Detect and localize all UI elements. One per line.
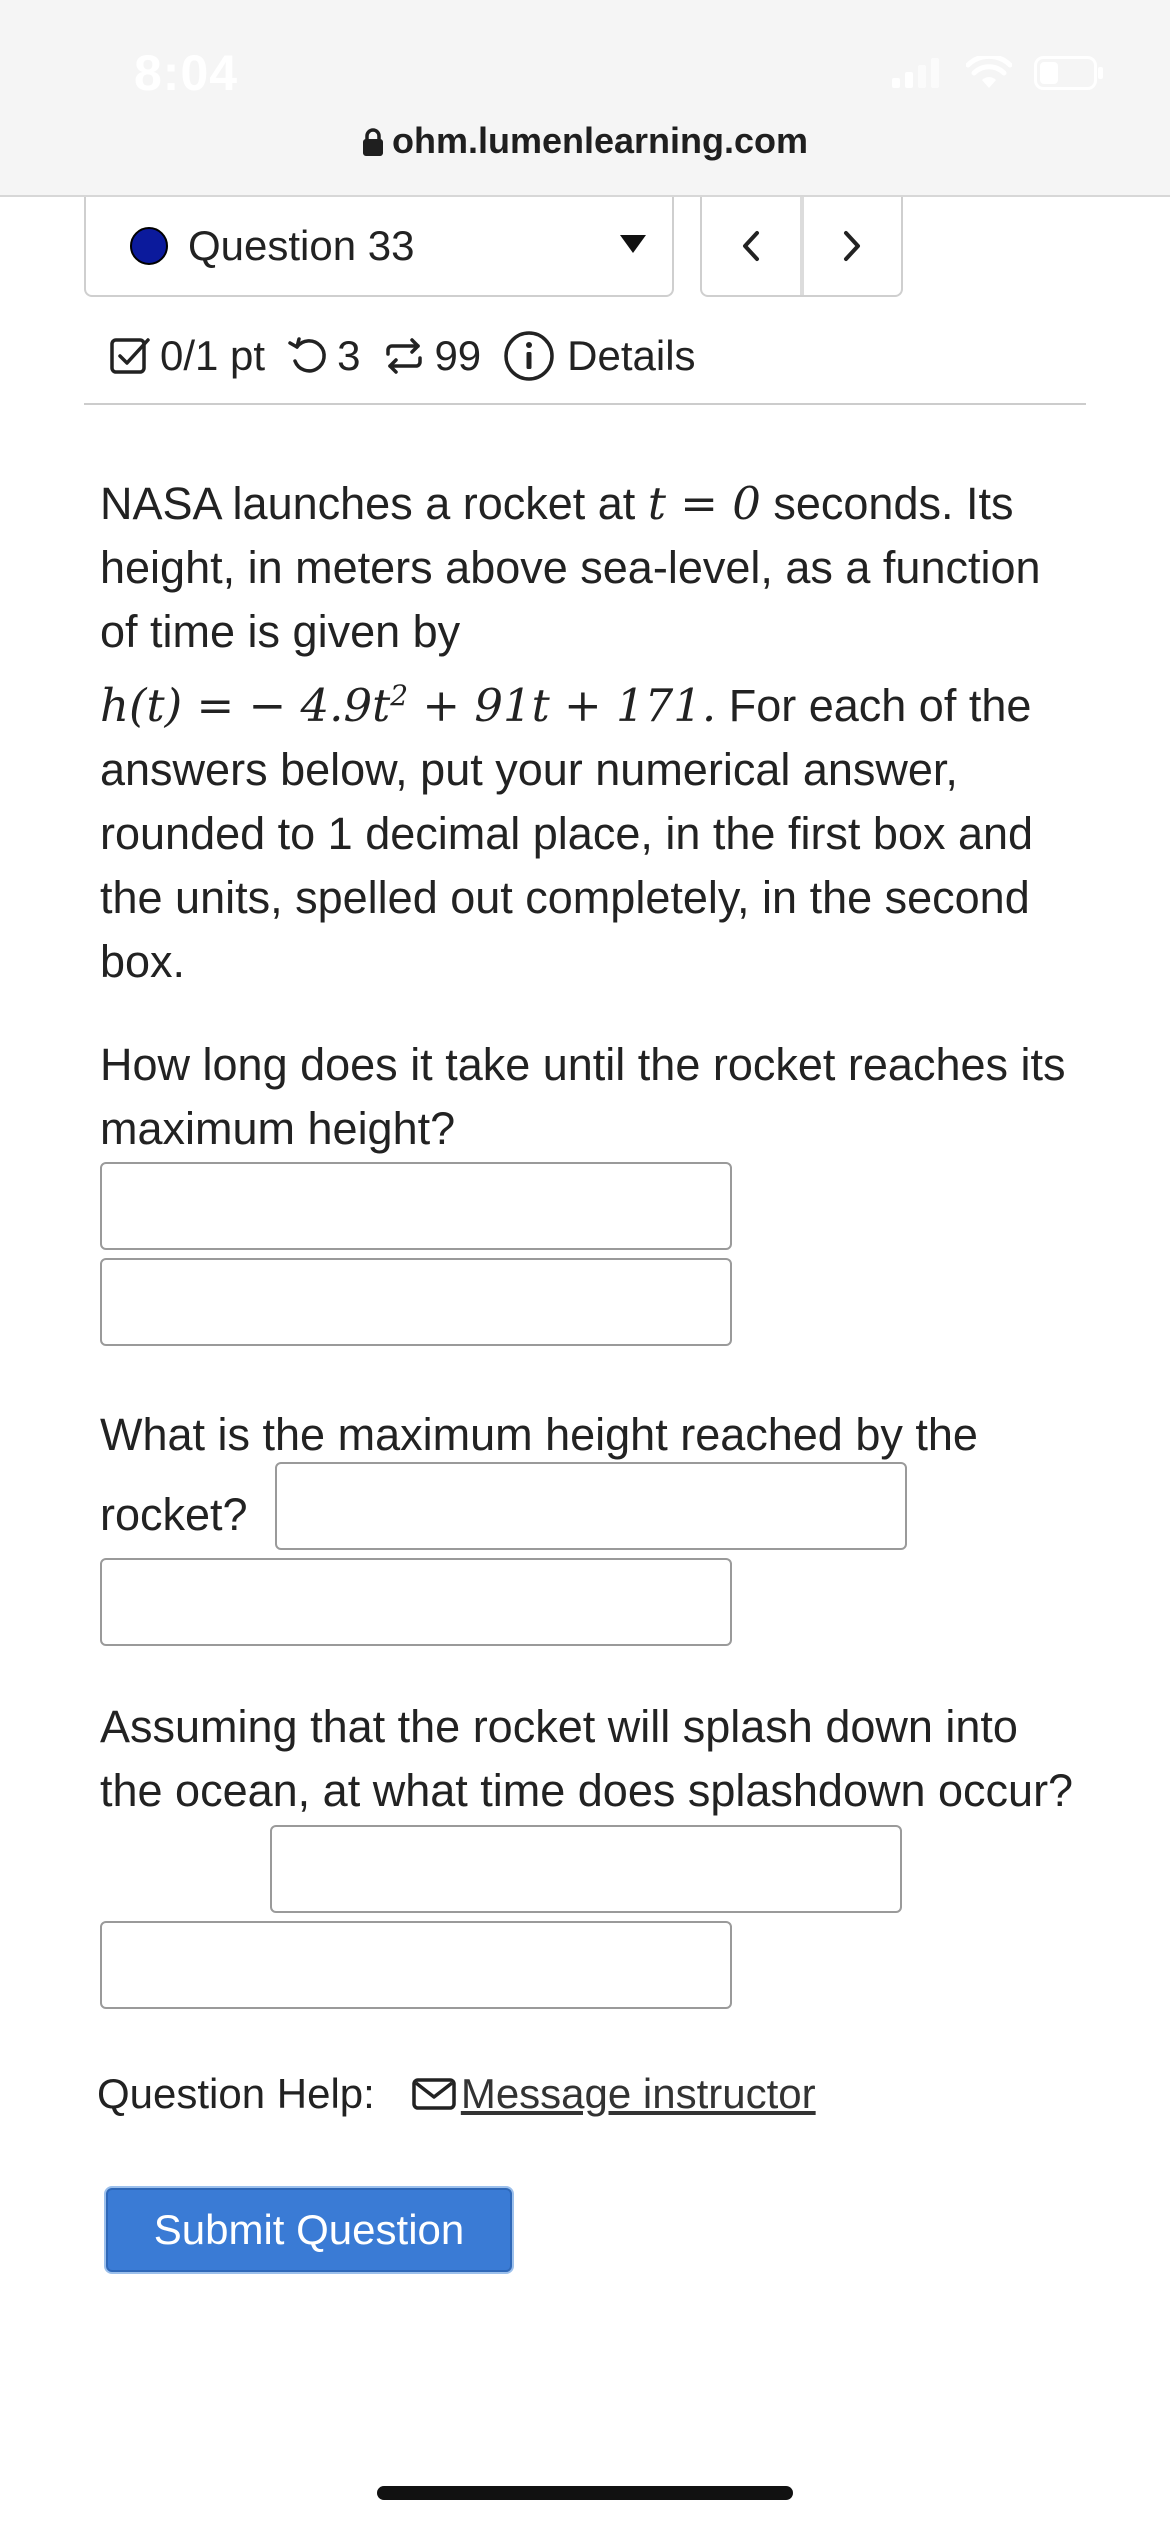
problem-text-2: seconds. Its height, in meters above sea-level, as a function of time is given by	[100, 478, 1041, 657]
math-zero: 0	[732, 477, 761, 530]
math-var-t-2: t	[372, 679, 391, 732]
attempts-item	[382, 332, 481, 380]
math-equals-2: =	[182, 679, 249, 732]
retries-item	[287, 332, 360, 380]
browser-chrome	[0, 0, 1170, 197]
math-var-t-3: t	[531, 679, 550, 732]
part-3-question: Assuming that the rocket will splash down into the ocean, at what time does splashdown occur?	[100, 1701, 1074, 1816]
part-1-question: How long does it take until the rocket reaches its maximum height?	[100, 1039, 1066, 1154]
checkbox-icon	[108, 334, 152, 378]
part-3-units-input[interactable]	[100, 1921, 732, 2009]
mail-icon	[411, 2076, 457, 2112]
retry-icon	[287, 335, 329, 377]
question-meta	[108, 328, 718, 384]
next-question-button[interactable]	[800, 197, 902, 295]
details-button[interactable]	[503, 328, 695, 384]
points-text: 0/1 pt	[160, 332, 266, 379]
problem-text-3: For each of the answers below, put your numerical answer, rounded to 1 decimal place, in the first box and the units, spelled out completely, in the second box.	[100, 680, 1034, 987]
submit-question-button[interactable]: Submit Question	[106, 2188, 512, 2272]
part-2-units-input[interactable]	[100, 1558, 732, 1646]
part-1-value-input[interactable]	[100, 1162, 732, 1250]
chevron-left-icon	[739, 229, 763, 263]
math-coef-a: − 4.9	[248, 679, 373, 732]
cellular-signal-icon	[892, 58, 944, 88]
status-icons	[892, 56, 1104, 90]
part-3-value-input[interactable]	[270, 1825, 902, 1913]
part-2-question: What is the maximum height reached by the rocket?	[100, 1409, 978, 1540]
question-label: Question 33	[188, 222, 415, 269]
previous-question-button[interactable]	[702, 197, 800, 295]
math-h-of-t: h(t)	[100, 679, 183, 732]
divider	[84, 403, 1086, 405]
attempts-text: 99	[434, 332, 482, 379]
chevron-right-icon	[840, 229, 864, 263]
retries-text: 3	[337, 332, 361, 379]
caret-down-icon	[620, 235, 646, 253]
math-coef-b: + 91	[408, 679, 532, 732]
question-select[interactable]	[84, 197, 674, 297]
status-time: 8:04	[134, 45, 239, 101]
part-2-value-input[interactable]	[275, 1462, 907, 1550]
details-text: Details	[567, 332, 696, 379]
math-var-t: t	[647, 477, 666, 530]
question-status-dot	[130, 227, 168, 265]
problem-text-1: NASA launches a rocket at	[100, 478, 648, 529]
info-icon	[503, 328, 559, 384]
points-item	[108, 332, 265, 380]
problem-statement	[100, 472, 1080, 994]
math-exponent: 2	[390, 679, 409, 712]
battery-icon	[1034, 56, 1104, 90]
lock-icon	[362, 127, 384, 157]
math-equals: =	[665, 477, 733, 530]
url-text: ohm.lumenlearning.com	[391, 120, 809, 161]
home-indicator[interactable]	[377, 2486, 793, 2500]
part-1-units-input[interactable]	[100, 1258, 732, 1346]
question-arrows	[700, 197, 903, 297]
message-instructor-text: Message instructor	[460, 2070, 816, 2117]
math-const-c: + 171.	[549, 679, 717, 732]
question-help	[97, 2070, 816, 2118]
url-bar[interactable]	[0, 120, 1170, 162]
repeat-icon	[382, 336, 426, 376]
wifi-icon	[966, 56, 1012, 90]
help-label: Question Help:	[97, 2070, 375, 2117]
message-instructor-link[interactable]	[411, 2070, 816, 2118]
